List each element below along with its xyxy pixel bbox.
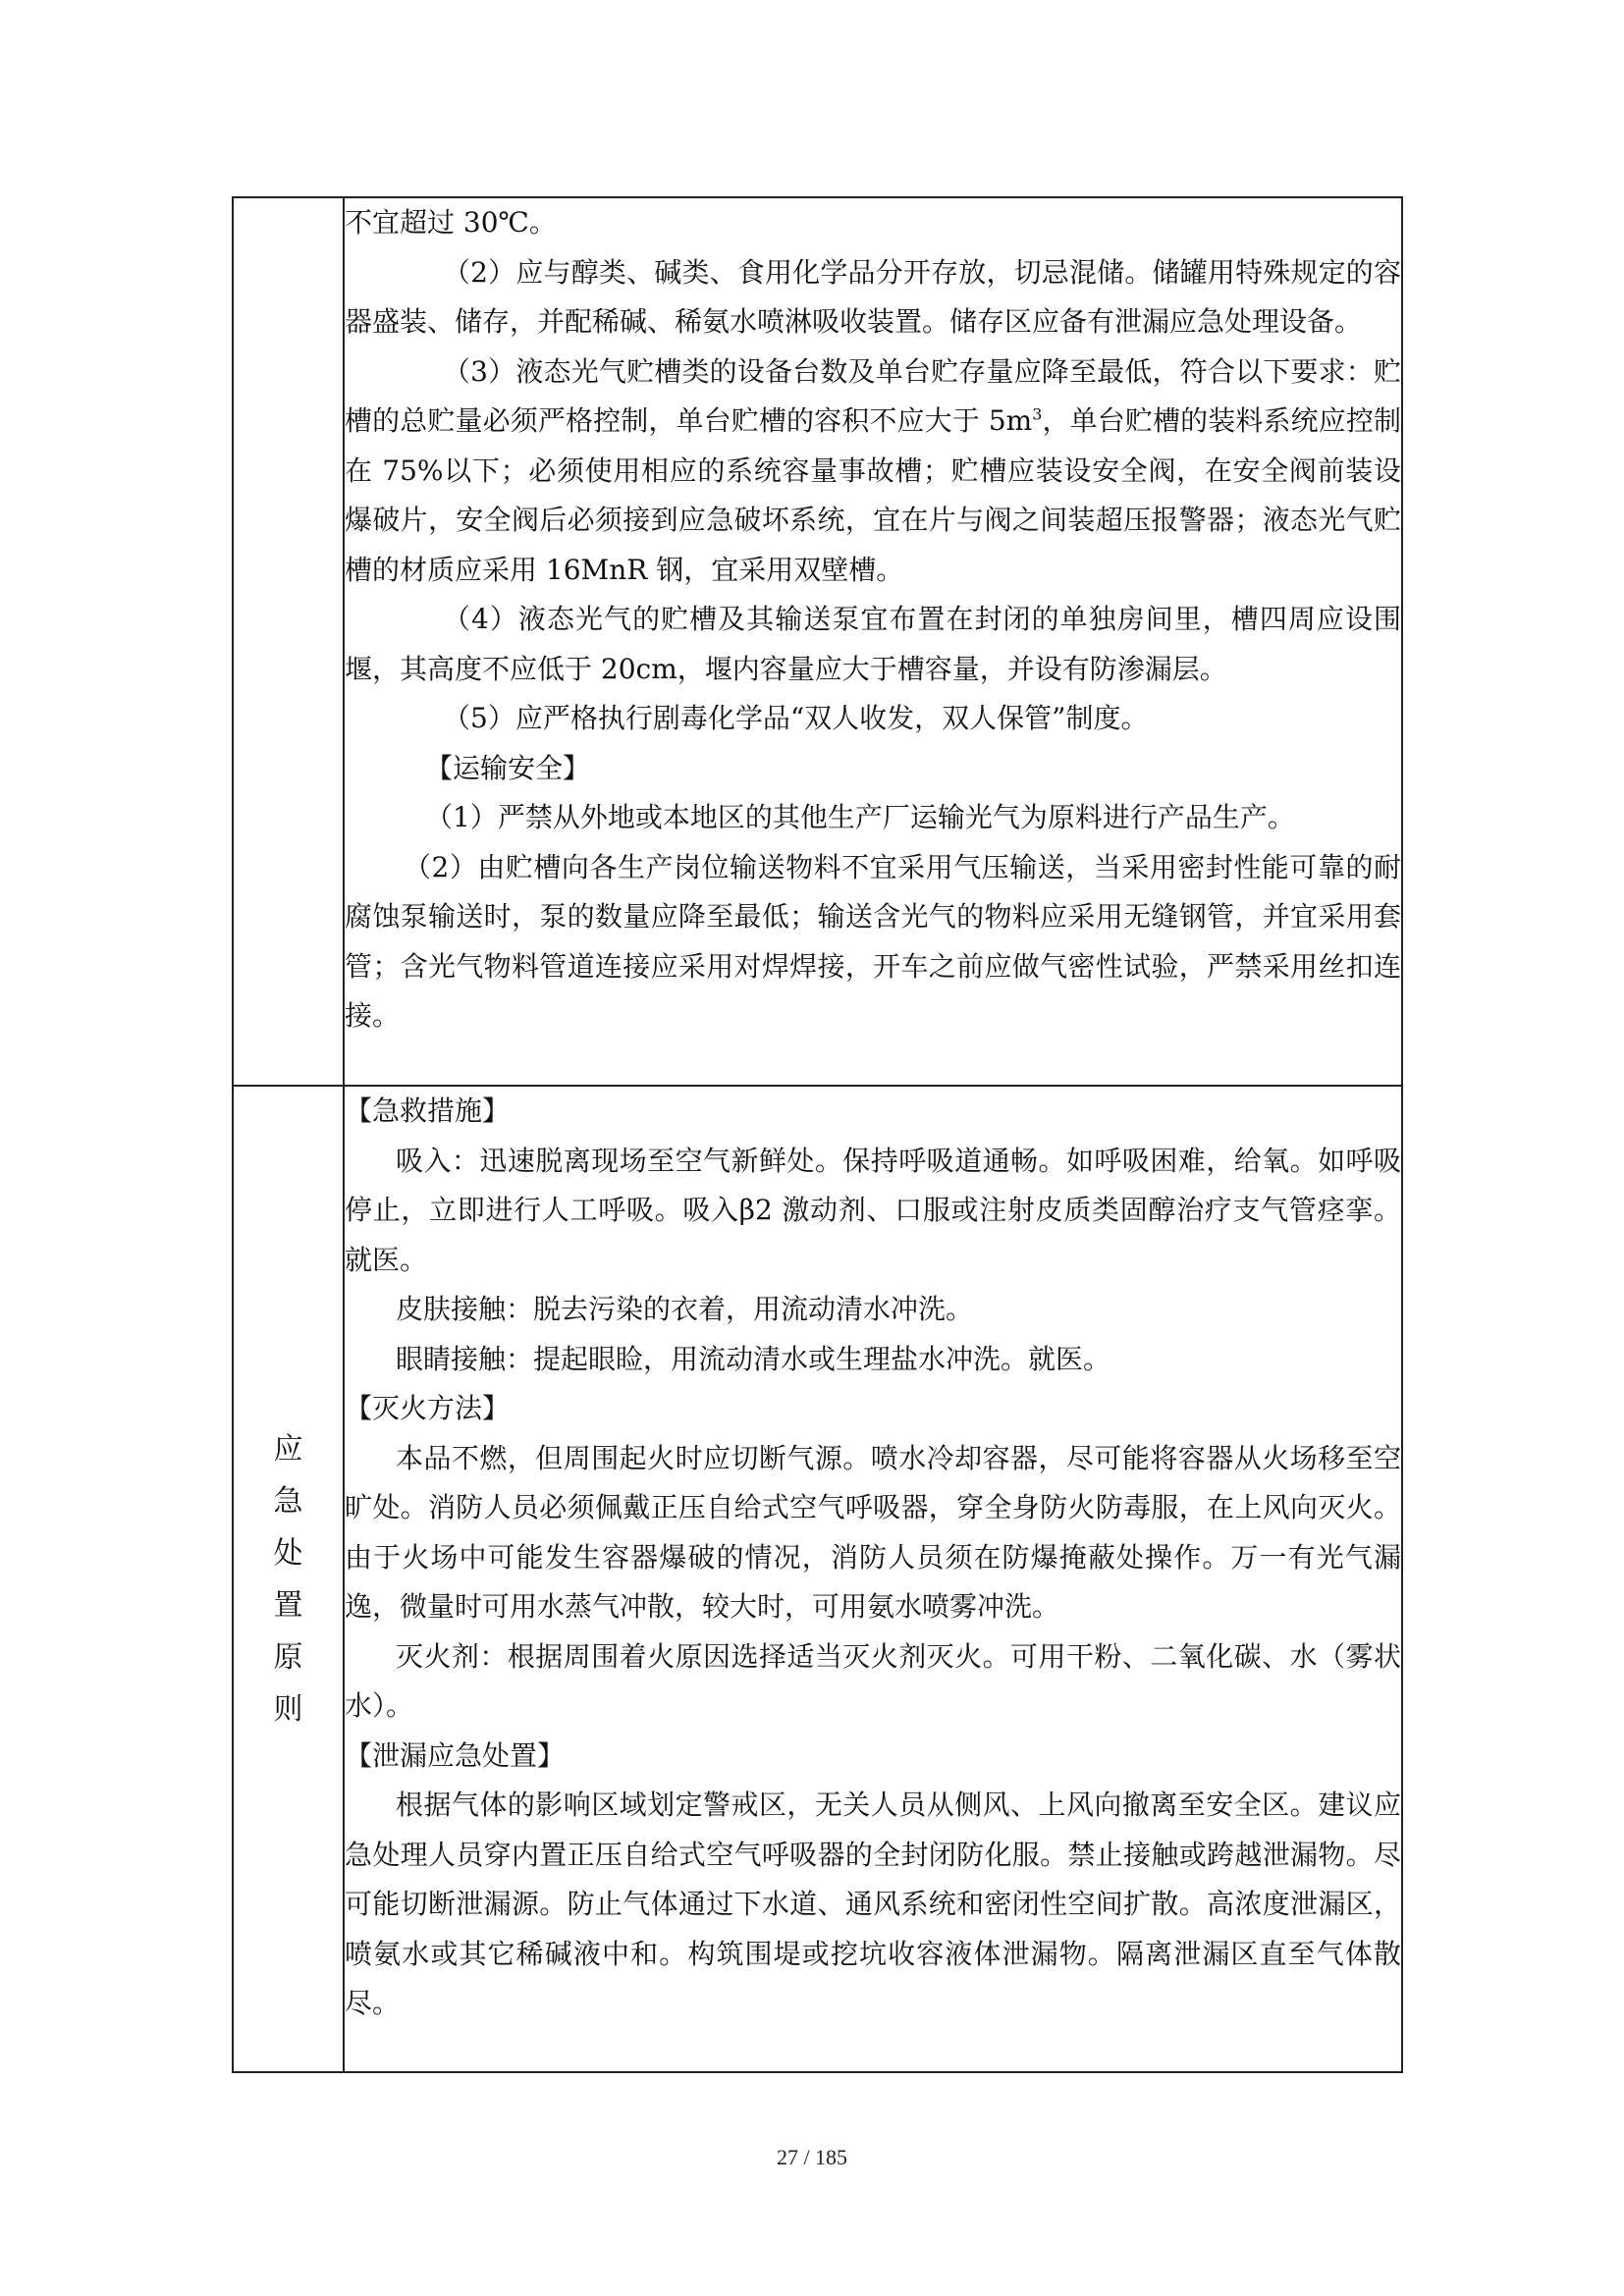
row-label-cell	[233, 1086, 344, 2072]
section-heading-first-aid: 【急救措施】	[345, 1095, 511, 1127]
paragraph: 皮肤接触：脱去污染的衣着，用流动清水冲洗。	[396, 1293, 974, 1325]
paragraph: 本品不燃，但周围起火时应切断气源。喷水冷却容器，尽可能将容器从火场移至空旷处。消防人员必须佩戴正压自给式空气呼吸器，穿全身防火防毒服，在上风向灭火。由于火场中可能发生容器爆破的情况，消防人员须在防爆掩蔽处操作。万一有光气漏逸，微量时可用水蒸气冲散，较大时，可用氨水喷雾冲洗。	[345, 1441, 1401, 1623]
paragraph: （2）应与醇类、碱类、食用化学品分开存放，切忌混储。储罐用特殊规定的容器盛装、储存，并配稀碱、稀氨水喷淋吸收装置。储存区应备有泄漏应急处理设备。	[345, 255, 1401, 338]
paragraph: 眼睛接触：提起眼睑，用流动清水或生理盐水冲洗。就医。	[396, 1342, 1111, 1375]
paragraph: 根据气体的影响区域划定警戒区，无关人员从侧风、上风向撤离至安全区。建议应急处理人员穿内置正压自给式空气呼吸器的全封闭防化服。禁止接触或跨越泄漏物。尽可能切断泄漏源。防止气体通过下水道、通风系统和密闭性空间扩散。高浓度泄漏区，喷氨水或其它稀碱液中和。构筑围堤或挖坑收容液体泄漏物。隔离泄漏区直至气体散尽。	[345, 1789, 1401, 2019]
paragraph	[345, 347, 1401, 596]
paragraph: （5）应严格执行剧毒化学品“双人收发，双人保管”制度。	[443, 702, 1149, 734]
paragraph: 吸入：迅速脱离现场至空气新鲜处。保持呼吸道通畅。如呼吸困难，给氧。如呼吸停止，立即进行人工呼吸。吸入β2 激动剂、口服或注射皮质类固醇治疗支气管痉挛。就医。	[345, 1144, 1401, 1276]
emergency-principles-label: 应急处置原则	[273, 1431, 303, 1727]
superscript: 3	[1032, 404, 1043, 424]
paragraph: （4）液态光气的贮槽及其输送泵宜布置在封闭的单独房间里，槽四周应设围堰，其高度不应低于 20cm，堰内容量应大于槽容量，并设有防渗漏层。	[345, 603, 1401, 685]
paragraph: （2）由贮槽向各生产岗位输送物料不宜采用气压输送，当采用密封性能可靠的耐腐蚀泵输送时，泵的数量应降至最低；输送含光气的物料应采用无缝钢管，并宜采用套管；含光气物料管道连接应采用对焊焊接，开车之前应做气密性试验，严禁采用丝扣连接。	[345, 850, 1401, 1032]
paragraph: 不宜超过 30℃。	[345, 206, 557, 239]
emergency-response-row	[233, 1086, 1402, 2072]
paragraph: 灭火剂：根据周围着火原因选择适当灭火剂灭火。可用干粉、二氧化碳、水（雾状水）。	[345, 1639, 1401, 1722]
document-table	[232, 196, 1403, 2073]
section-heading-leak-response: 【泄漏应急处置】	[345, 1738, 566, 1772]
storage-transport-row	[233, 197, 1402, 1086]
paragraph-text: ，单台贮槽的装料系统应控制在 75%以下；必须使用相应的系统容量事故槽；贮槽应装设安全阀，在安全阀前装设爆破片，安全阀后必须接到应急破坏系统，宜在片与阀之间装超压报警器；液态光气贮槽的材质应采用 16MnR 钢，宜采用双壁槽。	[345, 404, 1401, 586]
section-heading-transport-safety: 【运输安全】	[425, 751, 591, 784]
section-heading-fire-fighting: 【灭火方法】	[345, 1392, 511, 1424]
page-number: 27 / 185	[776, 2145, 848, 2169]
row-label-cell-empty	[233, 197, 344, 1086]
storage-transport-content	[344, 197, 1402, 1086]
paragraph: （1）严禁从外地或本地区的其他生产厂运输光气为原料进行产品生产。	[425, 801, 1295, 833]
paragraph-text: （3）液态光气贮槽类的设备台数及单台贮存量应降至最低，符合以下要求：贮槽的总贮量必须严格控制，单台贮槽的容积不应大于 5m	[345, 354, 1401, 437]
emergency-response-content	[344, 1086, 1402, 2072]
